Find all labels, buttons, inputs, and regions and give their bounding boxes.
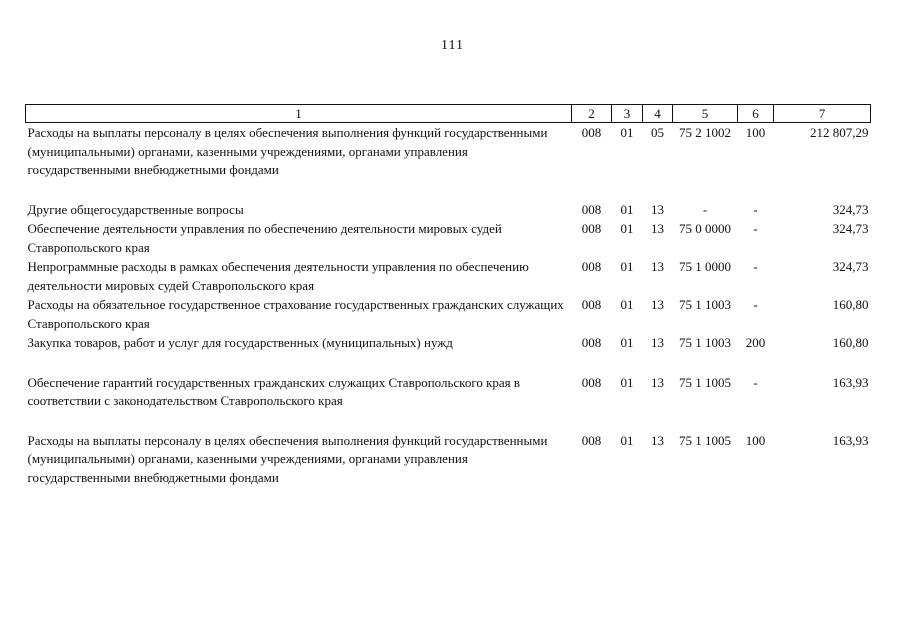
row-subsection: 13 <box>651 335 664 350</box>
row-name: Расходы на выплаты персоналу в целях обеспечения выполнения функций государственными (муниципальными) органами, казенными учреждениями, органами управления государственными внебюджетными фондами <box>27 432 548 485</box>
row-amount: 324,73 <box>832 201 869 217</box>
row-name: Расходы на обязательное государственное страхование государственных гражданских служащих Ставропольского края <box>27 297 564 331</box>
table-row <box>26 123 871 180</box>
table-row <box>26 219 871 257</box>
budget-table <box>25 104 871 487</box>
row-subsection: 13 <box>651 259 664 274</box>
row-ministry: 008 <box>581 125 602 140</box>
row-target: 75 0 0000 <box>679 221 731 236</box>
row-section: 01 <box>620 201 634 217</box>
row-ministry: 008 <box>581 297 602 312</box>
row-section: 01 <box>620 432 634 448</box>
row-target: 75 1 1005 <box>679 374 731 390</box>
row-ministry: 008 <box>581 335 602 350</box>
header-row <box>26 105 871 123</box>
row-expense-type: - <box>753 201 758 217</box>
row-subsection: 13 <box>651 297 664 312</box>
row-subsection: 13 <box>651 374 664 390</box>
column-header-expense-type: 6 <box>738 105 774 123</box>
row-name: Непрограммные расходы в рамках обеспечения деятельности управления по обеспечению деятельности мировых судей Ставропольского края <box>27 259 529 293</box>
page-number: 111 <box>441 38 464 53</box>
row-amount: 324,73 <box>832 221 869 236</box>
row-ministry: 008 <box>581 201 602 217</box>
row-name: Обеспечение деятельности управления по обеспечению деятельности мировых судей Ставропольского края <box>27 221 502 255</box>
row-target: 75 1 1005 <box>679 432 731 448</box>
spacer-row <box>26 353 871 373</box>
row-name: Расходы на выплаты персоналу в целях обеспечения выполнения функций государственными (муниципальными) органами, казенными учреждениями, органами управления государственными внебюджетными фондами <box>27 125 548 177</box>
row-subsection: 13 <box>651 201 664 217</box>
row-expense-type: - <box>753 297 758 312</box>
row-expense-type: 200 <box>745 335 766 350</box>
column-header-section: 3 <box>612 105 643 123</box>
row-section: 01 <box>620 297 634 312</box>
row-name: Другие общегосударственные вопросы <box>27 201 244 217</box>
row-ministry: 008 <box>581 221 602 236</box>
row-section: 01 <box>620 335 634 350</box>
row-expense-type: - <box>753 221 758 236</box>
row-section: 01 <box>620 125 634 140</box>
row-name: Обеспечение гарантий государственных гражданских служащих Ставропольского края в соответствии с законодательством Ставропольского края <box>27 374 521 408</box>
column-header-target: 5 <box>673 105 738 123</box>
row-amount: 163,93 <box>832 374 869 390</box>
row-expense-type: - <box>753 374 758 390</box>
table-row <box>26 431 871 488</box>
table-row <box>26 200 871 220</box>
column-header-subsection: 4 <box>643 105 673 123</box>
table-row <box>26 373 871 411</box>
row-target: 75 1 1003 <box>679 335 731 350</box>
column-header-name: 1 <box>26 105 572 123</box>
row-target: 75 2 1002 <box>679 125 731 140</box>
row-ministry: 008 <box>581 374 602 390</box>
table-row <box>26 257 871 295</box>
column-header-amount: 7 <box>774 105 871 123</box>
row-target: - <box>702 201 708 217</box>
row-target: 75 1 0000 <box>679 259 731 274</box>
row-amount: 163,93 <box>832 432 869 448</box>
row-section: 01 <box>620 374 634 390</box>
row-expense-type: - <box>753 259 758 274</box>
row-subsection: 13 <box>651 432 664 448</box>
table-row <box>26 295 871 333</box>
row-expense-type: 100 <box>745 125 766 140</box>
row-expense-type: 100 <box>745 432 766 448</box>
spacer-row <box>26 411 871 431</box>
table-row <box>26 333 871 353</box>
row-name: Закупка товаров, работ и услуг для государственных (муниципальных) нужд <box>27 335 453 350</box>
row-amount: 324,73 <box>832 259 869 274</box>
row-amount: 160,80 <box>832 297 869 312</box>
row-amount: 212 807,29 <box>810 125 869 140</box>
row-section: 01 <box>620 259 634 274</box>
row-ministry: 008 <box>581 432 602 448</box>
row-subsection: 05 <box>651 125 664 140</box>
row-amount: 160,80 <box>832 335 869 350</box>
row-subsection: 13 <box>651 221 664 236</box>
row-target: 75 1 1003 <box>679 297 731 312</box>
row-section: 01 <box>620 221 634 236</box>
row-ministry: 008 <box>581 259 602 274</box>
column-header-ministry: 2 <box>572 105 612 123</box>
spacer-row <box>26 180 871 200</box>
